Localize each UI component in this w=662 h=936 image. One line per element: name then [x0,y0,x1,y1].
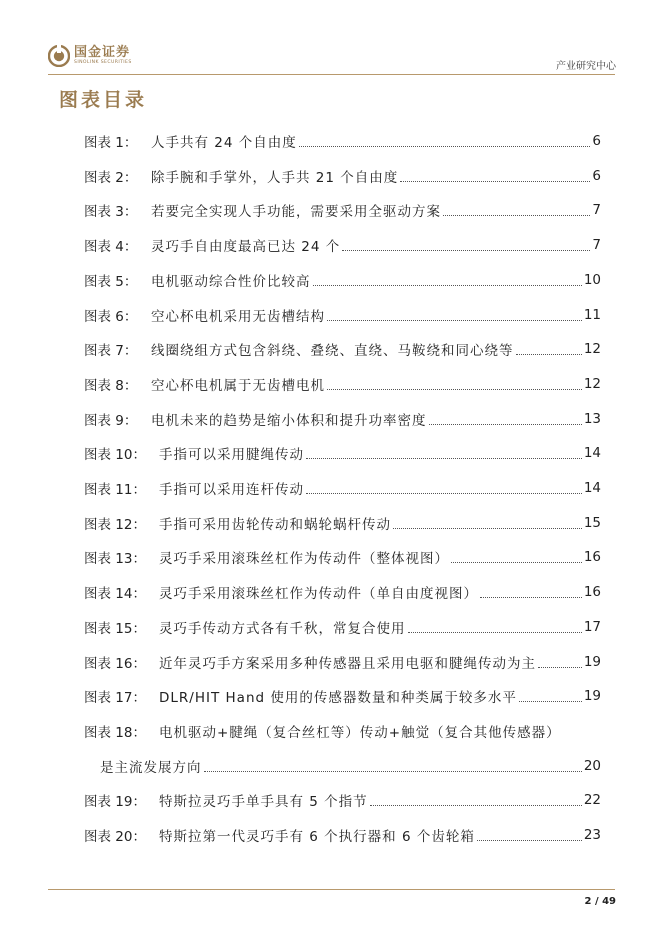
toc-entry-label: 图表 19： [84,794,146,811]
toc-entry-page: 12 [583,341,601,358]
toc-entry[interactable] [84,404,601,434]
toc-entry[interactable] [84,785,601,815]
logo-english-name: SINOLINK SECURITIES [74,60,132,66]
toc-entry-page: 19 [583,688,601,705]
toc-entry-page: 6 [592,133,601,149]
toc-entry-page: 20 [583,757,601,774]
toc-entry-title: 除手腕和手掌外，人手共 21 个自由度 [151,169,399,186]
toc-entry-page: 13 [583,410,601,427]
toc-entry-label: 图表 18： [84,724,146,741]
toc-entry[interactable] [84,716,601,746]
toc-entry-label: 图表 17： [84,690,146,707]
toc-dot-leader [408,632,582,633]
toc-entry-label: 图表 1： [84,135,138,151]
toc-entry-label: 图表 6： [84,308,138,325]
page-header [0,0,662,80]
toc-entry[interactable] [84,542,601,572]
toc-dot-leader [516,354,582,355]
toc-entry[interactable] [84,161,601,191]
page-number: 2 / 49 [584,896,616,907]
toc-entry-label: 图表 11： [84,482,146,498]
toc-entry[interactable] [84,473,601,503]
toc-entry[interactable] [84,820,601,850]
toc-dot-leader [480,597,582,598]
toc-entry[interactable] [84,508,601,538]
toc-entry-label: 图表 15： [84,620,146,637]
toc-dot-leader [393,528,582,529]
toc-dot-leader [370,805,582,806]
toc-entry[interactable] [84,647,601,677]
toc-entry-title: 电机未来的趋势是缩小体积和提升功率密度 [151,412,427,429]
toc-entry-label: 图表 12： [84,516,146,533]
toc-entry-title: 灵巧手自由度最高已达 24 个 [151,239,341,256]
toc-entry-label: 图表 4： [84,239,138,256]
toc-entry-page: 12 [583,375,601,392]
department-label: 产业研究中心 [556,61,616,72]
toc-entry[interactable] [84,300,601,330]
toc-entry-label: 图表 8： [84,377,138,394]
toc-entry-title: 人手共有 24 个自由度 [151,135,297,151]
toc-entry[interactable] [84,612,601,642]
toc-entry-page: 7 [592,237,601,254]
toc-entry-label: 图表 20： [84,829,146,845]
toc-entry-label: 图表 14： [84,586,146,603]
toc-entry-title: 灵巧手采用滚珠丝杠作为传动件（整体视图） [159,551,449,568]
toc-entry-page: 23 [583,827,601,843]
toc-entry-title: 特斯拉灵巧手单手具有 5 个指节 [159,794,368,811]
toc-dot-leader [313,285,582,286]
toc-entry-page: 22 [583,792,601,809]
toc-dot-leader [477,840,582,841]
toc-entry[interactable] [84,577,601,607]
toc-entry-title: 若要完全实现人手功能，需要采用全驱动方案 [151,204,441,221]
toc-entry-title: 灵巧手采用滚珠丝杠作为传动件（单自由度视图） [159,586,478,603]
toc-entry-page: 17 [583,618,601,635]
toc-entry-page: 15 [583,514,601,531]
toc-dot-leader [342,250,590,251]
toc-entry-title: 空心杯电机采用无齿槽结构 [151,308,325,325]
toc-entry[interactable] [84,230,601,260]
toc-entry-page: 11 [583,306,601,323]
toc-dot-leader [519,701,582,702]
toc-entry-continuation[interactable] [100,751,601,781]
toc-dot-leader [538,667,582,668]
toc-entry-page: 19 [583,653,601,670]
toc-entry-title: 电机驱动综合性价比较高 [151,273,311,290]
toc-entry-title: 电机驱动+腱绳（复合丝杠等）传动+触觉（复合其他传感器） [159,724,561,741]
toc-dot-leader [443,215,590,216]
toc-entry-title: 特斯拉第一代灵巧手有 6 个执行器和 6 个齿轮箱 [159,829,475,845]
toc-entry-title: 手指可采用齿轮传动和蜗轮蜗杆传动 [159,516,391,533]
toc-entry-title: 近年灵巧手方案采用多种传感器且采用电驱和腱绳传动为主 [159,655,536,672]
toc-entry-page: 6 [592,167,601,184]
toc-entry[interactable] [84,195,601,225]
toc-entry-label: 图表 9： [84,412,138,429]
toc-entry-label: 图表 16： [84,655,146,672]
toc-dot-leader [429,424,582,425]
toc-entry[interactable] [84,265,601,295]
toc-dot-leader [306,458,582,459]
toc-entry-page: 16 [583,584,601,601]
logo-chinese-name: 国金证券 [74,45,131,61]
toc-entry-page: 10 [583,271,601,288]
toc-entry-label: 图表 3： [84,204,138,221]
toc-entry-page: 14 [583,445,601,462]
toc-dot-leader [327,320,582,321]
header-divider [48,74,615,75]
toc-entry-title: 手指可以采用连杆传动 [159,482,304,498]
sinolink-logo [48,45,132,67]
toc-entry-label: 图表 7： [84,343,138,360]
footer-divider [48,889,615,890]
toc-entry-label: 图表 13： [84,551,146,568]
toc-dot-leader [204,771,582,772]
toc-entry-title: 手指可以采用腱绳传动 [159,447,304,464]
toc-entry-page: 16 [583,549,601,566]
toc-entry-page: 7 [592,202,601,219]
toc-dot-leader [400,181,590,182]
toc-entry-title: 线圈绕组方式包含斜绕、叠绕、直绕、马鞍绕和同心绕等 [151,343,514,360]
toc-entry[interactable] [84,438,601,468]
toc-entry[interactable] [84,369,601,399]
toc-entry[interactable] [84,126,601,156]
toc-dot-leader [327,389,582,390]
page-title: 图表目录 [59,89,148,111]
toc-entry-label: 图表 5： [84,273,138,290]
toc-entry-title: 灵巧手传动方式各有千秋，常复合使用 [159,620,406,637]
toc-dot-leader [299,146,591,147]
toc-dot-leader [451,562,582,563]
toc-entry-label: 图表 10： [84,447,146,464]
toc-entry-title-continued: 是主流发展方向 [100,759,202,776]
toc-entry-page: 14 [583,480,601,496]
toc-entry[interactable] [84,334,601,364]
toc-dot-leader [306,493,582,494]
sinolink-logo-icon [48,45,70,67]
toc-entry-title: 空心杯电机属于无齿槽电机 [151,377,325,394]
toc-entry-title: DLR/HIT Hand 使用的传感器数量和种类属于较多水平 [159,690,517,707]
toc-entry[interactable] [84,681,601,711]
toc-entry-label: 图表 2： [84,169,138,186]
